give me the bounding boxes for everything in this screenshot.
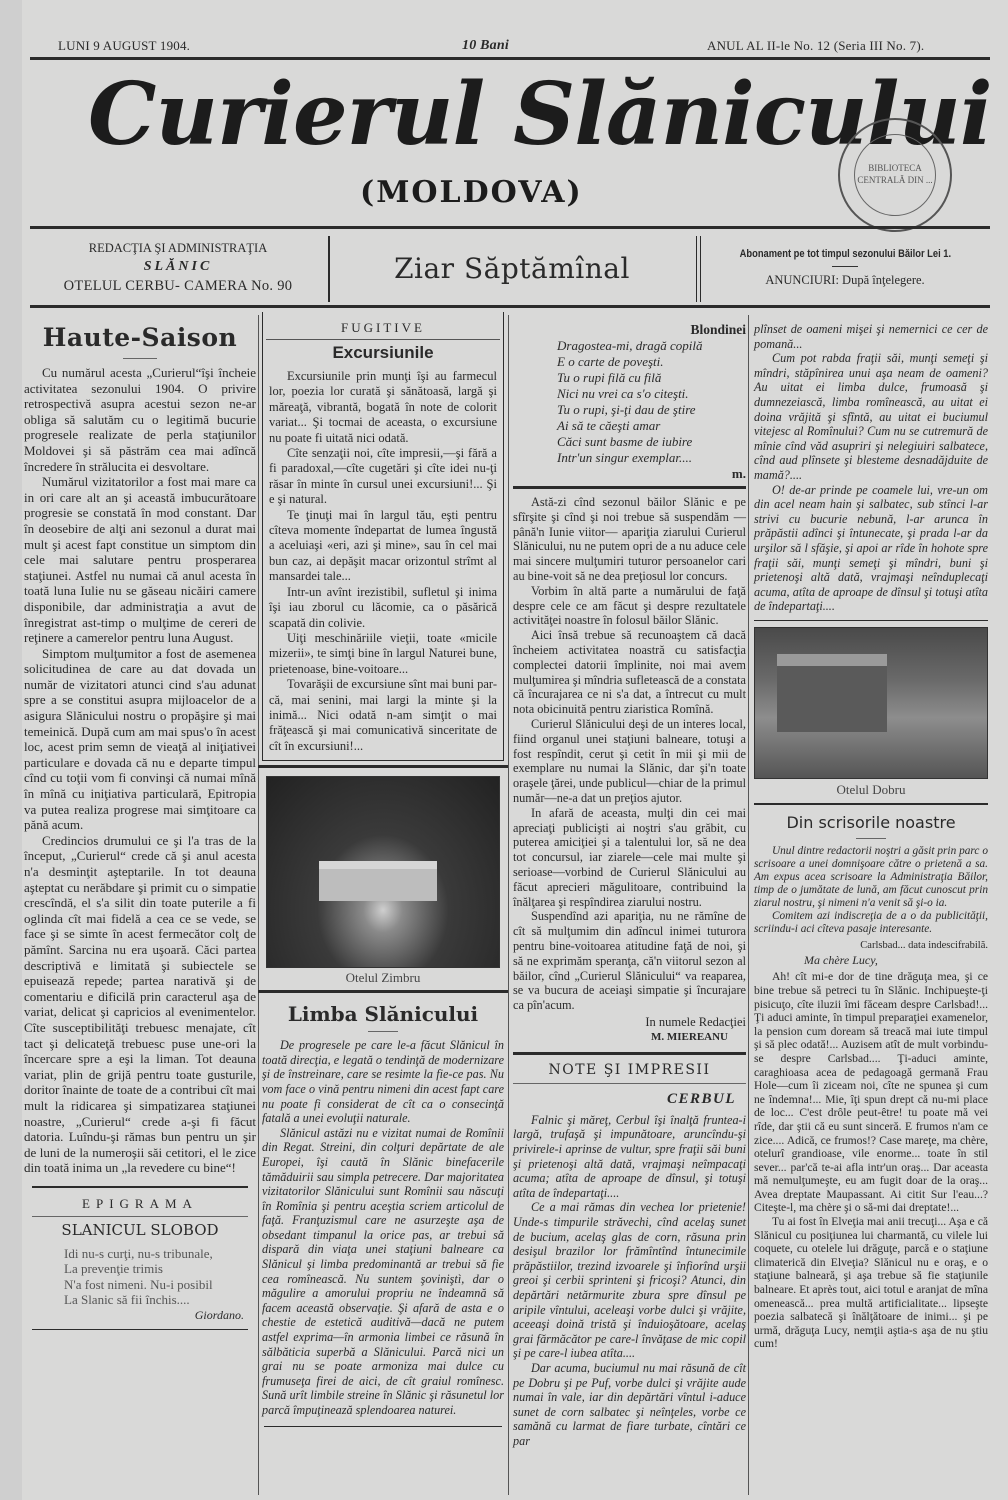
limba-bottom-rule <box>264 1426 502 1428</box>
paragraph: Ah! cît mi-e dor de tine drăguţa mea, şi ce bine trebue să petreci tu în Slănic. Inchipueşte-ţi pisicuţo, cîte iluzii îmi făceam despre Carlsbad!... Ţi aduci aminte, în timpul preparaţiei examenelor, la pension cum doream să treacă mai iute timpul şi să plec odată!... Auzisem atît de mult vorbindu-se despre Carlsbad.... Ţi-aduci aminte, caraghioasa acea de pedagoagă germană Frau Hole—cum îi ziceam noi, cîte ne spunea şi cum ne îndemna!... Mie, îţi spun drept că nu-mi place de loc... C'est drôle peut-être! tu poate mă vei rîde, dar ştii că eu sunt sinceră. E frumos n'am ce zice.... Adică, ce frumos!? Case mareţe, ma chère, otelurî grandioase, vile enorme... toate în stil sever... par'că te-ai afla intr'un oraş... Dar aceasta mă nemulţumeşte, eu am fugit doar de la oraş... Avea dreptate Maupassant. Ai citit Sur l'eau...? Citeşte-l, ma chère şi o să-mi dai dreptate!... <box>754 970 988 1215</box>
column-1 <box>24 322 256 1330</box>
poem-line: Dragostea-mi, dragă copilă <box>557 338 703 353</box>
article-cerbul <box>513 1113 746 1449</box>
paragraph: Curierul Slănicului deşi de un interes local, fiind organul unei staţiuni balneare, totuşi a fost respîndit, cerut şi cetit în mii şi mii de exemplare nu numai la Slănic, dar şi'n toate oraşele ţărei, unde publicul—chiar de la primul număr—ne-a dat un preţios ajutor. <box>513 716 746 805</box>
issue-price: 10 Bani <box>462 38 509 53</box>
epigram-heading: EPIGRAMA <box>82 1195 198 1211</box>
paragraph: Slănicul astăzi nu e vizitat numai de Romînii din Regat. Streini, din colţuri depărtate de ale Europei, îşi caută în Slănic binefacerile tămăduirii sau simpla petrecere. Dar majoritatea vizitatorilor Slănicului sunt Romînii sau născuţi în Romînia şi pentru aceştia scriem articolul de faţă. Franţuzismul care ne asurzeşte aşa de obsedant timpanul la orice pas, ar trebui să dispară din viaţa unei staţiuni balneare ca Slănicul şi limba predominantă ar trebui să fie cea romînească. Nu suntem şoviniştì, dar o măgulire a amorului propriu ne îndeamnă să facem această observaţie. Şi afară de asta e o chestie de estetică auditivă—dacă ne putem astfel exprima—în armonia limbei ce răsună în sălbăticia superbă a Slănicului. Parcă nici un grai nu se poate armoniza mai dulce cu frumuseţa firei de aici, de cît graiul romînesc. Sună urît limbile streine în Slănic şi răsunetul lor parcă împuţinează splendoarea naturei. <box>262 1125 504 1417</box>
photo-otelul-dobru <box>754 627 988 779</box>
photo-bottom-rule <box>754 803 988 805</box>
article-farewell <box>513 495 746 1013</box>
paragraph: plînset de oameni mişei şi nemernici ce cer de pomană... <box>754 322 988 351</box>
paragraph: Astă-zi cînd sezonul băilor Slănic e pe sfîrşite şi cînd şi noi trebue să suspendăm —până'n Iunie viitor— apariţia ziarului Curierul Slănicului, nu ne putem opri de a nu aduce cele mai sincere mulţumiri tuturor persoanelor cari au bine-voit să ne dea preţiosul lor concurs. <box>513 495 746 583</box>
article-title-haute-saison: Haute-Saison <box>42 323 238 352</box>
epigram-poem <box>24 1246 256 1308</box>
newspaper-subtitle: Ziar Săptămînal <box>394 251 630 285</box>
poem-line: La prevenţie trimis <box>64 1261 163 1277</box>
photo-caption-zimbru: Otelul Zimbru <box>345 970 421 986</box>
poem-line: Intr'un singur exemplar.... <box>557 450 692 465</box>
article-haute-saison <box>24 365 256 1176</box>
farewell-sign-line1: In numele Redacţiei <box>645 1014 746 1029</box>
masthead-bottom-rule <box>30 226 990 229</box>
column-divider-3 <box>748 315 749 1495</box>
letters-intro <box>754 845 988 936</box>
redaction-box <box>30 232 326 304</box>
masthead-title: Curierul Slănicului <box>88 64 992 165</box>
poem-line: Nici nu vrei ca s'o citeşti. <box>557 386 689 401</box>
letter-salutation: Ma chère Lucy, <box>804 953 878 968</box>
column-divider-2 <box>508 315 509 1495</box>
paragraph: Uiţi meschinăriile vieţii, toate «micile mizerii», te simţi bine în largul Naturei bune, prietenoase, bine-voitoare... <box>269 630 497 676</box>
paragraph: O! de-ar prinde pe coamele lui, vre-un om din acel neam hain şi salbatec, sub stînci l-ar strivi cu bucurie nebună, l-ar arunca în prăpăstii adînci şi întunecate, şi prada l-ar da urşilor să l sfăşie, şi apoi ar rîde în hohote spre fraţii săi, munţi semeţi şi mîndri, buni şi prietenoşi altă dată, vrajmaşi neînduplecaţi acuma, atîta de aproape de dînsul şi totuşi atîta de îndepartaţi.... <box>754 482 988 614</box>
section-note-si-impresii: NOTE ŞI IMPRESII <box>548 1061 711 1078</box>
subtitle-box <box>330 232 694 304</box>
column-2 <box>262 312 504 1427</box>
epigram-mid-rule <box>32 1216 248 1217</box>
header-bottom-rule <box>30 305 990 308</box>
title-underline <box>856 838 886 839</box>
fugitive-box <box>262 312 504 761</box>
excursiunile-bottom-rule <box>258 765 508 768</box>
paragraph: Tu ai fost în Elveţia mai anii trecuţi... Aşa e că Slănicul cu posiţiunea lui charmantă, cu vilele lui coquete, cu otelele lui drăguţe, parcă e o staţiune climaterică din Elveţia? Slănicul nu e oraş, e o staţiune balneară, şi aşa trebue să fie staţiunile balneare. Et après tout, aici totul e aranjat de mîna omenească... prea multă artificialitate... lipseşte poezia salbatecă şi înălţătoare de inimi... şi pe urmă, drăguţa Lucy, nemţii aştia-s aşa de nu ştiu cum! <box>754 1215 988 1351</box>
column-4 <box>754 322 988 1351</box>
farewell-sign-name: M. MIEREANU <box>651 1030 728 1043</box>
hotel-building-shape <box>319 861 437 901</box>
redaction-line2: SLĂNIC <box>143 259 213 274</box>
paragraph: Comitem azi indiscreţia de a o da publicităţii, scriindu-i aci cîteva pasaje interesante. <box>754 910 988 936</box>
subscription-box <box>700 232 990 304</box>
paragraph: In afară de aceasta, mulţi din cei mai apreciaţi publicişti ai noştri s'au grăbit, cu puterea amiciţiei şi a talentului lor, să ne dea tot concursul, iar ziarele—cele mai multe şi serioase—vorbind de Curierul Slănicului au făcut aprecieri măgulitoare, contribuind la înălţarea şi respîndirea ziarului nostru. <box>513 805 746 909</box>
masthead-region: (MOLDOVA) <box>360 175 583 210</box>
ads-info: ANUNCIURI: După înţelegere. <box>765 273 925 288</box>
article-title-excursiunile: Excursiunile <box>332 343 434 362</box>
photo-otelul-zimbru <box>266 776 500 968</box>
poem-blondinei <box>513 338 746 466</box>
paragraph: Intr-un avînt irezistibil, sufletul şi inima îşi iau zborul cu lăcomie, ca o păsărică scapată din colivie. <box>269 584 497 630</box>
poem-line: Tu o rupi filă cu filă <box>557 370 662 385</box>
paragraph: Tovarăşii de excursiune sînt mai buni par-că, mai senini, mai largi la minte şi la inimă... Nici odată n-am simţit o mai frăţească şi mai comunicativă sinceritate de cît în excursiuni!... <box>269 677 497 753</box>
poem-title-blondinei: Blondinei <box>690 322 746 337</box>
library-stamp <box>838 118 952 232</box>
section-fugitive: FUGITIVE <box>341 320 425 335</box>
cerbul-bottom-rule <box>754 620 988 622</box>
paragraph: Cum pot rabda fraţii săi, munţi semeţi şi mîndri, stăpînirea unui aşa neam de oameni? Au uitat ei limba dulce, frumoasă şi dumnezeiască, limba romînească, au uitat ei doina vrăjită şi sfîntă, au uitat ei buciumul vitejesc al Romînului? Cum nu se cutremură de mînie cînd văd asupriri şi nelegiuiri salbatece, cînd aud plînsete şi blesteme desnadăjduite de mamă?.... <box>754 351 988 482</box>
subscription-divider <box>832 266 858 268</box>
poem-signature: m. <box>731 466 746 481</box>
poem-line: E o carte de poveşti. <box>557 354 664 369</box>
section-rule <box>513 1083 746 1084</box>
article-excursiunile <box>269 369 497 754</box>
paragraph: Simptom mulţumitor a fost de asemenea solicitudinea de care au dat dovada un număr de vizitatori atunci cind s'au adunat spre a se constitui asupra mijloacelor de a asigura Slănicului nostru o propăşire şi mai temeinică. După cum am mai spus'o în acest loc, acest prim semn de vieaţă al iniţiativei particulare e dovada că nu e departe timpul cînd cu toţii vom fi convinşi că numai mînă în mînă cu iniţiativa particulară, Epitropia va putea realiza progrese mai simţitoare ca pănă acum. <box>24 645 256 833</box>
epigram-bottom-rule <box>32 1329 248 1331</box>
paragraph: Suspendînd azi apariţia, nu ne rămîne de cît să mulţumim din adîncul inimei tuturora pentru bine-voitoarea atitudine faţă de noi, şi să ne exprimăm speranţa, că'n viitorul sezon al băilor, cînd „Curierul Slănicului“ va reaparea, se va bucura de aceiaşi simpatie şi încurajare ca pîn'acum. <box>513 909 746 1013</box>
paragraph: Ce a mai rămas din vechea lor prietenie! Unde-s timpurile străvechi, cînd acelaş sunet de bucium, acelaş glas de corn, răsuna prin desişul brazilor lor frămîntînd întunecimile prăpăstiilor, trezind izvoarele şi înfiorînd urşii greoi şi cerbii sprinteni şi fricoşi? Atunci, din depărtări netărmurite zbura spre dînsul pe aripile vîntului, aceleaşi vorbe dulci şi vrăjite, aceeaşi doină tristă şi înduioşătoare, acelaş grai fărmăcător pe care-l învăţase de mic copil şi pe care-l iubea atîta.... <box>513 1200 746 1361</box>
paragraph: De progresele pe care le-a făcut Slănicul în toată direcţia, e legată o tendinţă de modernizare şi de înstreinare, care se resimte la fie-ce pas. Nu vom face o vină pentru nimeni din acest fapt care nu poate fi considerat de cît ca o consecinţă fatală a unei evoluţii naturale. <box>262 1038 504 1126</box>
redaction-line3: OTELUL CERBU- CAMERA No. 90 <box>63 278 293 294</box>
farewell-bottom-rule <box>513 1052 746 1055</box>
paragraph: Unul dintre redactorii noştri a găsit prin parc o scrisoare a unei domnişoare către o prietenă a sa. Am expus acea scrisoare la Administraţia Băilor, timp de o jumătate de lună, am făcut cunoscut prin ziarul nostru, şi nimeni n'a venit să şi-o ia. <box>754 845 988 910</box>
subscription-info: Abonament pe tot timpul sezonului Băilor Lei 1. <box>739 247 951 260</box>
epigram-top-rule <box>32 1186 248 1188</box>
poem-line: Căci sunt basme de iubire <box>557 434 693 449</box>
article-cerbul-continued <box>754 322 988 614</box>
chalet-building-shape <box>777 654 887 732</box>
column-3 <box>513 322 746 1449</box>
section-rule <box>266 339 500 340</box>
paragraph: Numărul vizitatorilor a fost mai mare ca in ori care alt an şi această imbucurătoare progresie se constată în mod constant. Dar în deosebire de alţi ani sezonul a durat mai mult şi acest fapt constitue un simptom din cele mai salutare pentru prosperarea staţiunei. Astfel nu numai că anul acesta în toată luna Iulie nu se găseau nicăiri camere disponibile, dar administraţia a avut de înregistrat ast-timp o mulţime de cereri de reţinere a camerelor pentru luna August. <box>24 474 256 646</box>
issue-number: ANUL AL II-le No. 12 (Seria III No. 7). <box>707 38 925 53</box>
paragraph: Cu numărul acesta „Curierul“îşi încheie activitatea sezonului 1904. O privire retrospectivă asupra acestui sezon ne-ar obliga să salutăm cu o legitimă bucurie progresele realizate de perla staţiunilor Moldovei şi să păstrăm cea mai adîncă încredere în strălucita ei desvoltare. <box>24 365 256 474</box>
paragraph: Falnic şi măreţ, Cerbul îşi înalţă fruntea-i largă, trufaşă şi impunătoare, aruncîndu-şi privirele-i aprinse de vultur, spre fraţii săi buni şi prietenoşi altă dată, vrajmaşi neîmpacaţi acuma; atîta de aproape de dînsul, şi totuşi atîta de îndepartaţi.... <box>513 1112 746 1200</box>
library-stamp-inner: BIBLIOTECA CENTRALĂ DIN ... <box>854 134 936 216</box>
issue-date: LUNI 9 AUGUST 1904. <box>58 38 191 53</box>
article-title-cerbul: CERBUL <box>666 1090 736 1107</box>
epigram-title: SLANICUL SLOBOD <box>61 1220 219 1239</box>
title-underline <box>123 358 157 359</box>
paragraph: Cîte senzaţii noi, cîte impresii,—şi fără a fi paradoxal,—cîte cugetări şi cîte idei nu-ţi răsar în minte în cursul unei excursiuni!... Şi e şi natural. <box>269 446 497 507</box>
letter-body <box>754 970 988 1351</box>
photo-caption-dobru: Otelul Dobru <box>836 782 906 798</box>
poem-line: Idi nu-s curţi, nu-s tribunale, <box>64 1245 213 1261</box>
paragraph: Te ţinuţi mai în largul tău, eşti pentru cîteva momente îndepartat de lumea îngustă a aceluiaşi «eri, azi şi mine», sau în cel mai bun caz, ai depăşit macar orizontul strîmt al mansardei tale... <box>269 507 497 584</box>
redaction-line1: REDACŢIA ŞI ADMINISTRAŢIA <box>88 241 268 255</box>
poem-line: Ai să te căeşti amar <box>557 418 661 433</box>
article-title-limba: Limba Slănicului <box>287 1002 479 1027</box>
top-rule <box>30 57 990 60</box>
photo-bottom-rule <box>258 990 508 993</box>
poem-line: La Slanic să fii închis.... <box>64 1292 190 1308</box>
article-title-din-scrisorile: Din scrisorile noastre <box>786 813 956 833</box>
title-underline <box>368 1031 398 1032</box>
paragraph: Dar acuma, buciumul nu mai răsună de cît pe Dobru şi pe Puf, vorbe dulci şi vrăjite aude numai în vale, iar din depărtări vîntul i-aduce sunet de corn salbatec şi neînţeles, vorbe ce samănă cu larmat de fiare turbate, cîntări ce par <box>513 1360 746 1448</box>
paragraph: Vorbim în altă parte a numărului de faţă despre cele ce am făcut şi despre rezultatele activităţei noastre în folosul băilor Slănic. <box>513 583 746 628</box>
paragraph: Excursiunile prin munţi îşi au farmecul lor, poezia lor curată şi sănătoasă, largă şi măreaţă, vibrantă, bogată în note de colorit variat... Şi tocmai de aceasta, o excursiune nu poate fi uitată nici odată. <box>269 369 497 445</box>
letter-dateline: Carlsbad... data indescifrabilă. <box>860 940 988 952</box>
article-limba <box>262 1038 504 1417</box>
adjacent-page-edge <box>0 0 24 1500</box>
poem-line: Tu o rupi, şi-ţi dau de ştire <box>557 402 696 417</box>
paragraph: Aici însă trebue să recunoaştem că dacă încheiem activitatea noastră cu satisfacţia complectei datorii împlinite, noi mai avem mulţumirea şi mîndria sufletească de a constata că încurajarea ce ni s'a dat, a întrecut cu mult nota obicinuită pentru ziaristica Romînă. <box>513 628 746 717</box>
epigram-author: Giordano. <box>194 1307 244 1322</box>
column-divider-1 <box>258 315 259 1495</box>
poem-bottom-rule <box>513 486 746 489</box>
poem-line: N'a fost nimeni. Nu-i posibil <box>64 1276 213 1292</box>
paragraph: Credincios drumului ce şi l'a tras de la început, „Curierul“ crede că şi anul acesta n'a desminţit aşteptarile. In tot deauna aşteptat cu nerăbdare şi primit cu o simpatie crescîndă, el s'a silit din toate puterile a fi oglinda cît mai fidelă a cea ce se vede, se face şi se simte în acest fermecător colţ de pămînt. Sarcina nu era uşoară. Căci partea descriptivă e limitată şi subiectele se epuisează repede; partea narativă şi de comentariu e dificilă prin caracterul aşa de variat, delicat şi capricios al evenimentelor. Cîte susceptibilităţi trebuesc menajate, cît tact şi delicateţă trebuesc puse une-ori la încercare spre a eşi la liman. Tot deauna variat, plin de grijă pentru toate gusturile, doritor înainte de toate de a contribui cît mai mult la ridicarea şi simpatizarea staţiunei noastre, „Curierul“ crede a-şi fi făcut datoria. Luîndu-şi rămas bun pentru un şir de luni de la numeroşii săi cetitori, el le zice din toată inima un „la revedere cu bine“! <box>24 832 256 1176</box>
